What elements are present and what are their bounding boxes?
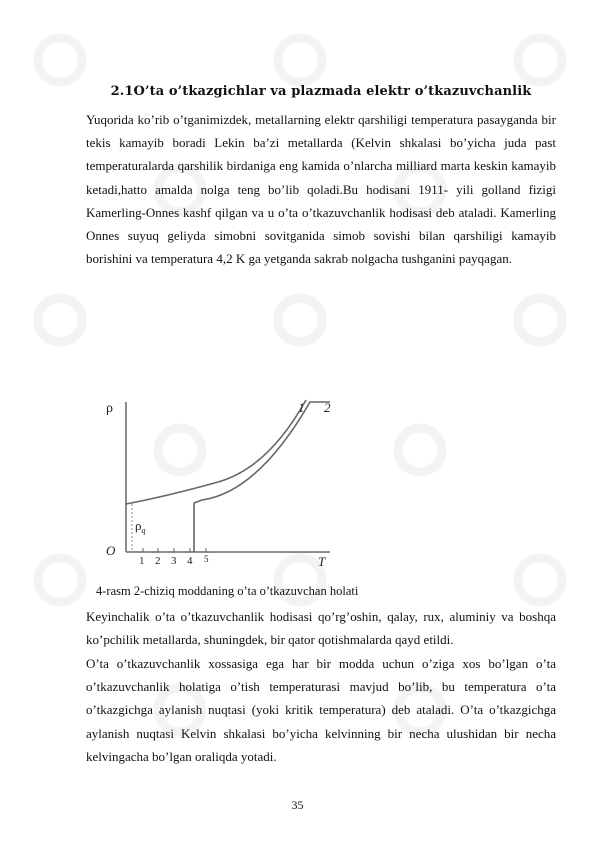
paragraph-critical-temperature: O’ta o’tkazuvchanlik xossasiga ega har bir modda uchun o’ziga xos bo’lgan o’ta o’tkazuvchanlik holatiga o’tish temperaturasi mavjud bo’lib, bu temperatura o’ta o’tkazgichga aylanish nuqtasi (yoki kritik temperatura) deb ataladi. O’ta o’tkazgichga aylanish nuqtasi Kelvin shkalasi bo’yicha kelvinning bir necha ulushidan bir necha kelvingacha bo’lgan oraliqda yotadi.	[86, 656, 556, 764]
paragraph-discovery: Keyinchalik o’ta o’tkazuvchanlik hodisasi qo’rg’oshin, qalay, rux, aluminiy va boshqa ko’pchilik metallarda, shuningdek, bir qator qotishmalarda qayd etildi.	[86, 609, 556, 648]
curve-2-label: 2	[324, 400, 331, 415]
figure-caption: 4-rasm 2-chiziq moddaning o’ta o’tkazuvchan holati	[96, 584, 359, 598]
resistance-temperature-figure	[98, 392, 348, 572]
y-axis-label: ρ	[106, 401, 113, 416]
rho-residual-label: $\rho_q$	[135, 518, 146, 535]
paragraph-intro: Yuqorida ko’rib o’tganimizdek, metallarning elektr qarshiligi temperatura pasayganda bir tekis kamayib boradi Lekin ba’zi metallarda (Kelvin shkalasi bo’yicha juda past temperaturalarda qarshilik birdaniga eng kamida o’nlarcha milliard marta keskin kamayib ketadi,hatto amalda nolga teng bo’lib qoladi.Bu hodisani 1911- yili golland fizigi Kamerling-Onnes kashf qilgan va u o’ta o’tkazuvchanlik hodisasi deb ataladi. Kamerling Onnes suyuq geliyda simobni sovitganida simob sovishi bilan qarshiligi kamayib borishini va temperatura 4,2 K ga yetganda sakrab nolgacha tushganini payqagan.	[86, 112, 556, 267]
x-axis-label: T	[318, 554, 326, 569]
page-number: 35	[291, 798, 304, 812]
curve-1	[126, 400, 306, 504]
origin-label: O	[106, 543, 116, 558]
tick-label: 5	[204, 554, 209, 564]
curve-1-label: 1	[298, 400, 305, 415]
tick-label: 3	[171, 555, 177, 567]
tick-label: 2	[155, 555, 161, 567]
tick-label: 4	[187, 555, 193, 567]
section-title: 2.1O’ta o’tkazgichlar va plazmada elektr o’tkazuvchanlik	[110, 84, 532, 99]
tick-label: 1	[139, 555, 145, 567]
curve-2	[194, 402, 330, 552]
